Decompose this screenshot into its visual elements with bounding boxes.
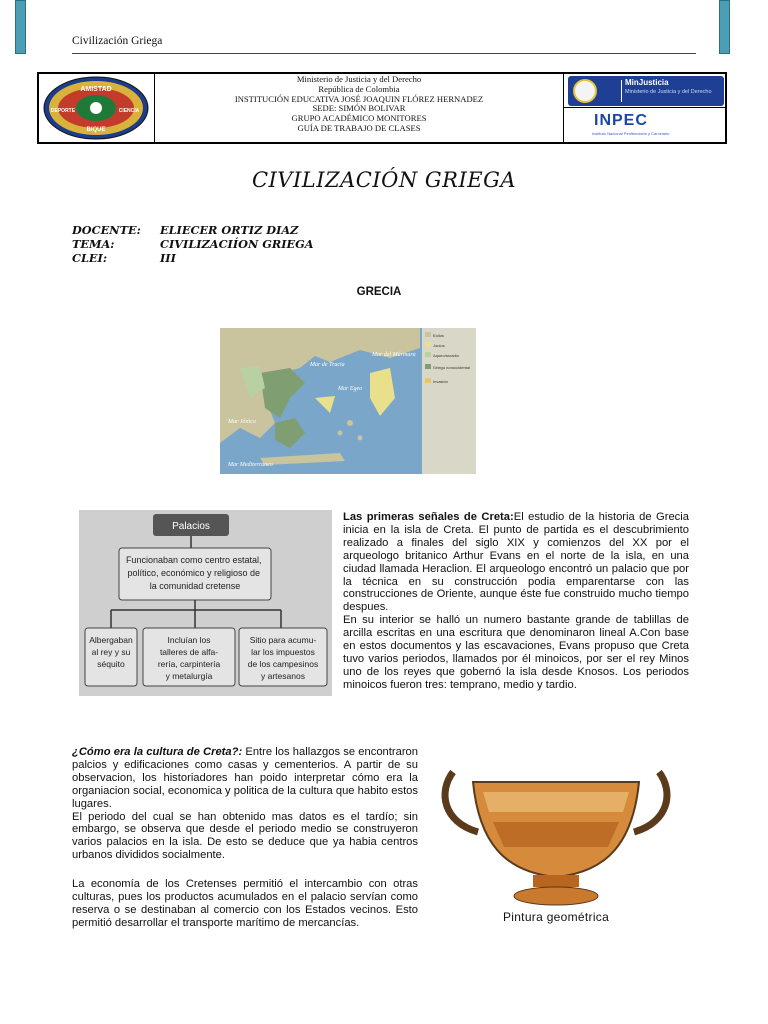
meta-value: III bbox=[160, 251, 176, 265]
line-sede: SEDE: SIMÓN BOLIVAR bbox=[312, 103, 406, 114]
logo-separator bbox=[621, 80, 622, 102]
logo-text-right: CIENCIA bbox=[118, 108, 140, 114]
palacios-title: Palacios bbox=[172, 521, 210, 532]
meta-key: TEMA: bbox=[72, 237, 115, 251]
minjusticia-title: MinJusticia bbox=[625, 78, 669, 87]
line-guia: GUÍA DE TRABAJO DE CLASES bbox=[297, 122, 421, 133]
legend-eolios: Eolios bbox=[433, 333, 444, 338]
creta-text-1: El estudio de la historia de Grecia inicia en la isla de Creta. El punto de partida es el descubrimiento realizado a finales del siglo XIX y comienzos del XX por el arqueologo britanico Arthur Evans en el norte de la isla, en una ciudad llamada Heraclion. El arqueologo encontró un palacio que por la técnica en su construcción podia emparentarse con las construcciones de Oriente, aunque éste fue construido mucho tiempo despues. bbox=[343, 511, 689, 614]
label-egeo: Mar Egeo bbox=[338, 386, 363, 392]
inpec-logo: INPEC bbox=[594, 112, 648, 129]
label-mediterraneo: Mar Mediterráneo bbox=[228, 462, 273, 468]
palacios-diagram-image bbox=[79, 510, 332, 696]
svg-text:Incluían lostalleres de alfa-r: Incluían los talleres de alfa-rería, carpintería y metalurgía bbox=[157, 635, 221, 681]
document-title: CIVILIZACIÓN GRIEGA bbox=[251, 168, 517, 192]
cultura-text-2: El periodo del cual se han obtenido mas datos es el tardío; sin embargo, se observa que desde el periodo medio se construyeron varios palacios en la isla. De esto se deduce que ya habia centros urbanos divididos socialmente. bbox=[72, 810, 418, 862]
logo-text-top: AMISTAD bbox=[80, 86, 112, 93]
government-logos bbox=[564, 74, 725, 142]
cultura-lead: ¿Cómo era la cultura de Creta?: bbox=[72, 746, 243, 758]
school-logo bbox=[39, 74, 155, 142]
section-heading: GRECIA bbox=[356, 286, 402, 298]
cultura-paragraph bbox=[72, 746, 418, 862]
binder-tab-left bbox=[15, 0, 26, 54]
legend-jonios: Jonios bbox=[433, 343, 445, 348]
meta-key: DOCENTE: bbox=[72, 223, 141, 237]
header-rule bbox=[72, 53, 696, 54]
line-republica: República de Colombia bbox=[318, 83, 400, 94]
label-tracia: Mar de Tracia bbox=[310, 362, 345, 368]
meta-value: ELIECER ORTIZ DIAZ bbox=[160, 223, 299, 237]
legend-aqueo: Aqueo/arcadio bbox=[433, 353, 459, 358]
running-head: Civilización Griega bbox=[72, 35, 163, 47]
binder-tab-right bbox=[719, 0, 730, 54]
minjusticia-subtitle: Ministerio de Justicia y del Derecho bbox=[625, 89, 712, 95]
institution-header bbox=[37, 72, 727, 144]
line-grupo: GRUPO ACADÉMICO MONITORES bbox=[291, 113, 427, 124]
meta-value: CIVILIZACIÍON GRIEGA bbox=[160, 237, 314, 251]
minjusticia-logo bbox=[568, 76, 724, 106]
logo-text-bottom: BIQUE bbox=[86, 127, 106, 133]
logo-text-left: DEPORTE bbox=[50, 108, 76, 114]
line-ministerio: Ministerio de Justicia y del Derecho bbox=[296, 74, 422, 84]
logo-divider bbox=[564, 107, 725, 108]
greece-map-image bbox=[220, 328, 476, 474]
creta-text-2: En su interior se halló un numero bastante grande de tablillas de arcilla escritas en una escritura que denominaron lineal A.Con base en estos documentos y las escavaciones, Evans propuso que Creta tuvo varios periodos, llamados por él minoicos, por ser el rey Minos uno de los reyes que gobernó la isla desde Knosos. Los periodos minoicos fueron tres: temprano, medio y tardio. bbox=[343, 614, 689, 691]
legend-invasion: Invasión bbox=[433, 379, 448, 384]
meta-key: CLEI: bbox=[72, 251, 107, 265]
creta-paragraph bbox=[343, 511, 689, 692]
creta-lead: Las primeras señales de Creta: bbox=[343, 511, 514, 523]
line-institucion: INSTITUCIÓN EDUCATIVA JOSÉ JOAQUIN FLÓREZ HERNADEZ bbox=[234, 93, 484, 104]
cultura-text-1: Entre los hallazgos se encontraron palcios y edificaciones como casas y cementerios. A partir de su observacion, los historiadores han poido interpretar cómo era la organiacion social, economica y politica de la cultura que habito estos lugares. bbox=[72, 746, 418, 810]
institution-lines bbox=[155, 74, 564, 143]
colombia-seal-icon bbox=[573, 79, 597, 103]
svg-text:Sitio para acumu-lar los impue: Sitio para acumu-lar los impuestos de los campesinos y artesanos bbox=[247, 635, 319, 681]
label-marmara: Mar del Mármara bbox=[372, 352, 416, 358]
vase-caption: Pintura geométrica bbox=[502, 910, 610, 924]
label-jonico: Mar Jónico bbox=[228, 419, 256, 425]
inpec-subtitle: Instituto Nacional Penitenciario y Carcelario bbox=[592, 131, 670, 136]
economia-paragraph: La economía de los Cretenses permitió el intercambio con otras culturas, pues los productos acumulados en el palacio servían como reserva o se destinaban al comercio con los Estados vecinos. Esto permitió desarrollar el transporte marítimo de mercancías. bbox=[72, 878, 418, 929]
svg-text:Albergabanal rey y suséquito: Albergaban al rey y su séquito bbox=[89, 635, 133, 669]
cretan-vase-image bbox=[433, 752, 679, 928]
svg-text:Funcionaban como centro estata: Funcionaban como centro estatal, político, económico y religioso de la comunidad cretense bbox=[125, 555, 262, 591]
legend-noroccidental: Griego noroccidental bbox=[433, 365, 470, 370]
